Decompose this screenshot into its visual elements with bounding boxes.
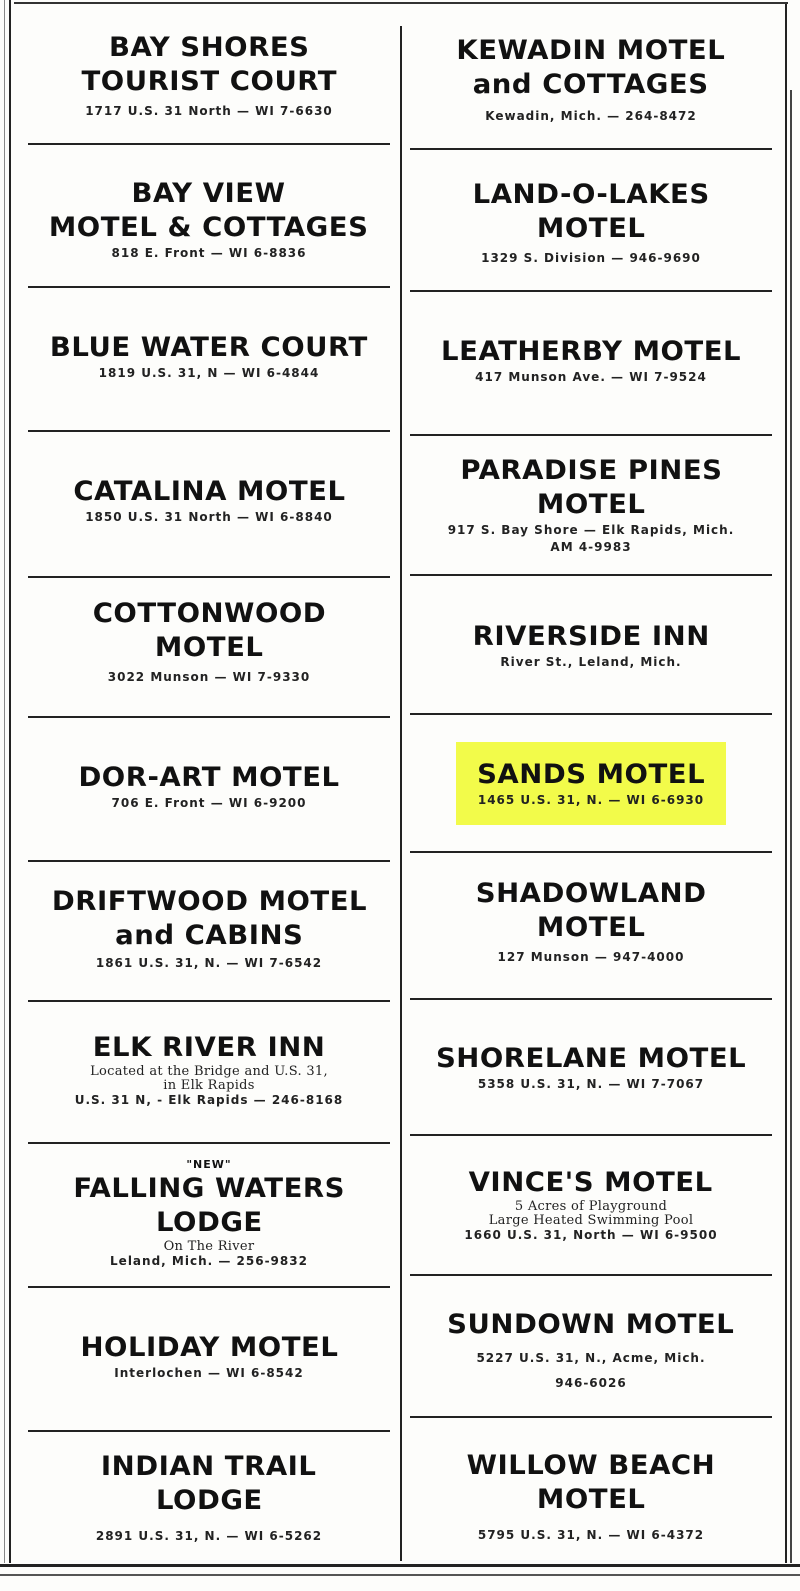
listing-address: 706 E. Front — WI 6-9200	[111, 795, 307, 810]
listing-address: 5358 U.S. 31, N. — WI 7-7067	[477, 1076, 705, 1091]
listing-address: 1329 S. Division — 946-9690	[481, 250, 701, 265]
listing-address: 1819 U.S. 31, N — WI 6-4844	[98, 365, 320, 380]
listing-dor-art-motel	[28, 718, 390, 854]
listing-name: FALLING WATERS	[73, 1172, 345, 1204]
listing-address: 417 Munson Ave. — WI 7-9524	[475, 369, 707, 384]
listing-vinces-motel	[410, 1150, 772, 1258]
listing-indian-trail-lodge	[28, 1434, 390, 1560]
listing-address: Kewadin, Mich. — 264-8472	[485, 108, 697, 123]
listing-name: BAY VIEW	[131, 177, 287, 209]
listing-riverside-inn	[410, 580, 772, 710]
listing-address: 818 E. Front — WI 6-8836	[111, 245, 307, 260]
listing-name: TOURIST COURT	[81, 65, 337, 97]
listing-name: BAY SHORES	[108, 31, 310, 63]
frame-left-border	[9, 0, 11, 1563]
listing-bay-shores	[28, 22, 390, 128]
listing-address: River St., Leland, Mich.	[500, 654, 682, 669]
frame-right-border	[785, 4, 787, 1563]
listing-name: MOTEL	[536, 1483, 646, 1515]
listing-name: SUNDOWN MOTEL	[447, 1309, 735, 1340]
listing-name: LAND-O-LAKES	[472, 178, 710, 210]
divider-rule	[410, 148, 772, 150]
listing-address: Interlochen — WI 6-8542	[114, 1365, 304, 1380]
divider-rule	[410, 434, 772, 436]
listing-name: COTTONWOOD	[92, 597, 326, 629]
divider-rule	[410, 574, 772, 576]
frame-left-outer-border	[4, 0, 5, 1563]
highlight-box	[456, 742, 726, 825]
listing-name: VINCE'S MOTEL	[468, 1166, 714, 1198]
listing-note: Large Heated Swimming Pool	[488, 1212, 694, 1228]
listing-kewadin-motel	[410, 24, 772, 134]
listing-phone: AM 4-9983	[550, 540, 632, 554]
divider-rule	[410, 1134, 772, 1136]
listing-name: CATALINA MOTEL	[72, 475, 346, 507]
listing-note: Located at the Bridge and U.S. 31,	[90, 1063, 328, 1079]
divider-rule	[28, 143, 390, 145]
listing-name: WILLOW BEACH	[466, 1449, 716, 1481]
listing-address: 3022 Munson — WI 7-9330	[107, 669, 311, 684]
listing-address: Leland, Mich. — 256-9832	[110, 1253, 308, 1268]
frame-bottom-border-2	[0, 1574, 800, 1576]
listing-name: ELK RIVER INN	[92, 1031, 326, 1063]
listing-address: 1717 U.S. 31 North — WI 7-6630	[85, 103, 333, 118]
listing-name: MOTEL	[154, 631, 264, 663]
divider-rule	[28, 1430, 390, 1432]
frame-right-outer-border	[790, 90, 792, 1563]
listing-note: On The River	[163, 1238, 255, 1254]
listing-driftwood-motel	[28, 862, 390, 994]
listing-shadowland-motel	[410, 862, 772, 980]
listing-sands-motel	[410, 736, 772, 830]
listing-address: 5227 U.S. 31, N., Acme, Mich.	[476, 1351, 706, 1365]
listing-cottonwood-motel	[28, 578, 390, 704]
listing-paradise-pines-motel	[410, 440, 772, 570]
listing-address: 127 Munson — 947-4000	[497, 949, 685, 964]
listing-address: 917 S. Bay Shore — Elk Rapids, Mich.	[447, 523, 735, 537]
listing-leatherby-motel	[410, 292, 772, 428]
listing-sundown-motel	[410, 1290, 772, 1410]
listing-name: DRIFTWOOD MOTEL	[51, 885, 367, 917]
listing-name: and CABINS	[114, 919, 304, 951]
listing-name: RIVERSIDE INN	[472, 620, 710, 652]
listing-address: 1850 U.S. 31 North — WI 6-8840	[85, 509, 333, 524]
listing-falling-waters-lodge	[28, 1146, 390, 1280]
listing-name: and COTTAGES	[473, 68, 709, 100]
listing-name: MOTEL	[536, 911, 646, 943]
listing-address: 1465 U.S. 31, N. — WI 6-6930	[477, 792, 705, 807]
listing-address: 2891 U.S. 31, N. — WI 6-5262	[95, 1528, 323, 1543]
listing-address: 1660 U.S. 31, North — WI 6-9500	[464, 1227, 718, 1242]
listing-shorelane-motel	[410, 1000, 772, 1134]
listing-name: HOLIDAY MOTEL	[80, 1331, 338, 1363]
listing-holiday-motel	[28, 1288, 390, 1424]
listing-name: MOTEL	[536, 489, 646, 520]
listing-bay-view	[28, 166, 390, 272]
listing-name: SHADOWLAND	[475, 877, 707, 909]
new-tag: "NEW"	[186, 1157, 232, 1171]
listing-name: LODGE	[155, 1206, 263, 1238]
listing-note: 5 Acres of Playground	[514, 1198, 668, 1214]
listing-name: KEWADIN MOTEL	[456, 34, 726, 66]
frame-top-border	[14, 2, 788, 4]
divider-rule	[410, 713, 772, 715]
listing-name: PARADISE PINES	[459, 455, 723, 486]
listing-name: LEATHERBY MOTEL	[440, 335, 742, 367]
listing-name: DOR-ART MOTEL	[78, 761, 340, 793]
listing-name: INDIAN TRAIL	[101, 1450, 317, 1482]
listing-name: SHORELANE MOTEL	[435, 1042, 747, 1074]
listing-address: 1861 U.S. 31, N. — WI 7-6542	[95, 955, 323, 970]
listing-blue-water-court	[28, 288, 390, 424]
column-divider	[400, 26, 402, 1561]
listing-address: 5795 U.S. 31, N. — WI 6-4372	[477, 1527, 705, 1542]
listing-name: LODGE	[155, 1484, 263, 1516]
listing-phone: 946-6026	[555, 1376, 627, 1390]
divider-rule	[410, 851, 772, 853]
listing-catalina-motel	[28, 432, 390, 568]
listing-name: SANDS MOTEL	[476, 758, 706, 790]
listing-name: BLUE WATER COURT	[50, 331, 368, 363]
listing-land-o-lakes-motel	[410, 168, 772, 276]
listing-address: U.S. 31 N, - Elk Rapids — 246-8168	[74, 1092, 344, 1107]
listing-name: MOTEL & COTTAGES	[49, 211, 369, 243]
divider-rule	[28, 1142, 390, 1144]
listing-elk-river-inn	[28, 1002, 390, 1136]
listing-willow-beach-motel	[410, 1434, 772, 1558]
divider-rule	[410, 1274, 772, 1276]
listing-name: MOTEL	[536, 212, 646, 244]
listing-note: in Elk Rapids	[163, 1077, 255, 1093]
divider-rule	[410, 1416, 772, 1418]
frame-bottom-border	[0, 1564, 800, 1567]
